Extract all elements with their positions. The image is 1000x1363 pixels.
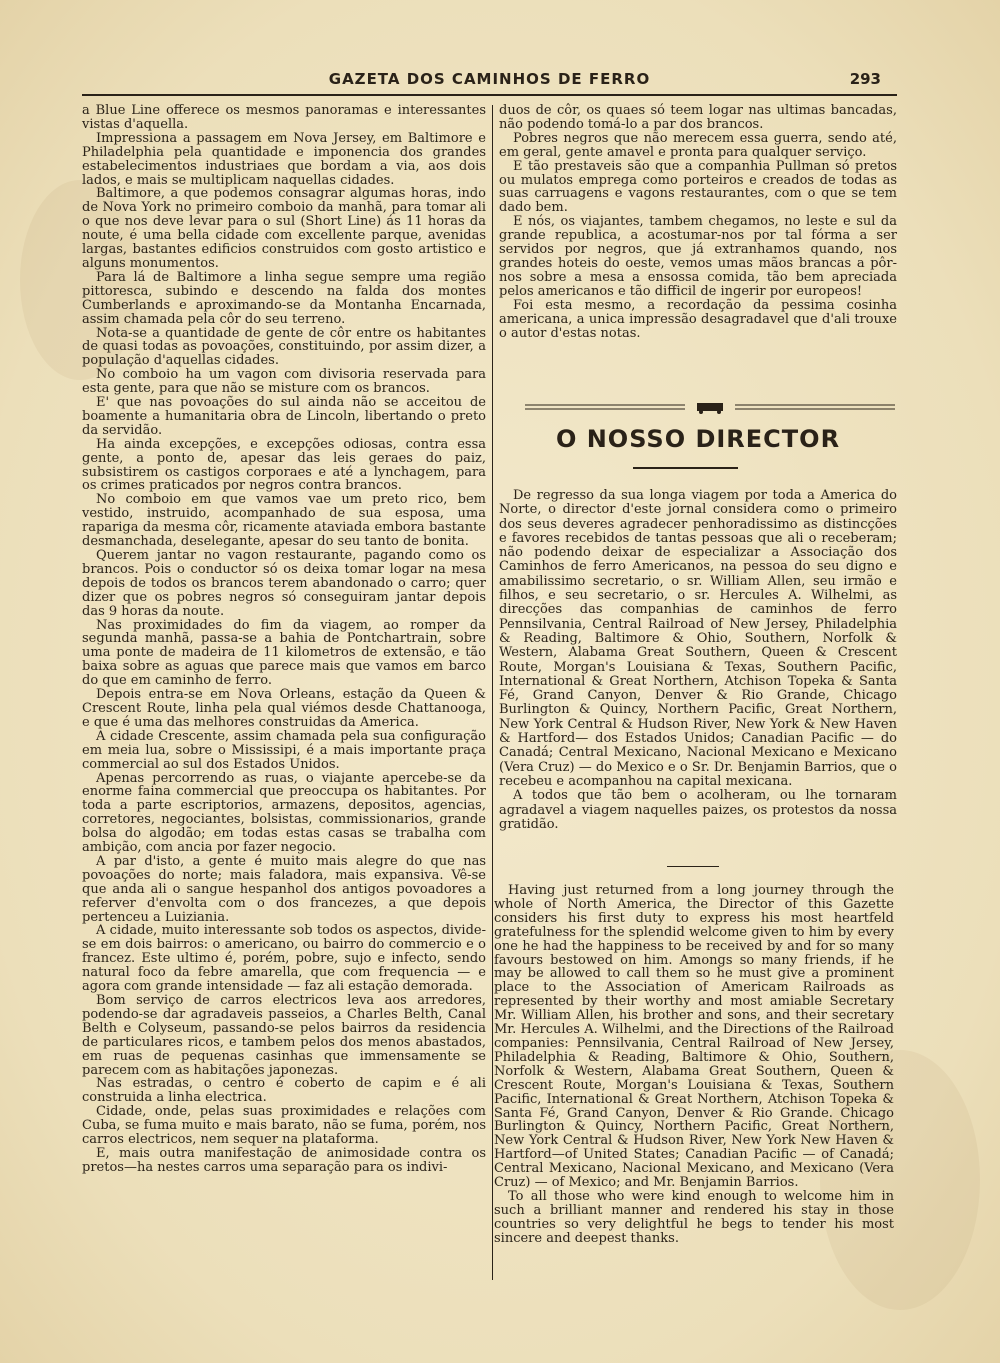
- article-headline: O NOSSO DIRECTOR: [555, 425, 841, 453]
- right-column-continuation: [499, 104, 897, 340]
- paragraph: E tão prestaveis são que a companhia Pullman só pretos ou mulatos emprega como porteiros e creados de todas as suas carruagens e vagons restaurantes, com o que se tem dado bem.: [499, 158, 897, 216]
- paragraph: Para lá de Baltimore a linha segue sempre uma região pittoresca, subindo e descendo na falda dos montes Cumberlands e aproximando-se da Montanha Encarnada, assim chamada pela côr do seu terreno.: [82, 269, 486, 327]
- paragraph: De regresso da sua longa viagem por toda a America do Norte, o director d'este jornal considera como o primeiro dos seus deveres agradecer penhoradissimo as distincções e favores recebidos de tantas pessoas que ali o receberam; não podendo deixar de especializar a Associação dos Caminhos de ferro Americanos, na pessoa do seu digno e amabilissimo secretario, o sr. William Allen, seu irmão e filhos, e seu secretario, o sr. Hercules A. Wilhelmi, as direcções das companhias de caminhos de ferro Pennsilvania, Central Railroad of New Jersey, Philadelphia & Reading, Baltimore & Ohio, Southern, Norfolk & Western, Alabama Great Southern, Queen & Crescent Route, Morgan's Louisiana & Texas, Southern Pacific, International & Great Northern, Atchison Topeka & Santa Fé, Grand Canyon, Denver & Rio Grande, Chicago Burlington & Quincy, Northern Pacific, Great Northern, New York Central & Hudson River, New York & New Haven & Hartford— dos Estados Unidos; Canadian Pacific — do Canadá; Central Mexicano, Nacional Mexicano e Mexicano (Vera Cruz) — do Mexico e o Sr. Dr. Benjamin Barrios, que o recebeu e acompanhou na capital mexicana.: [499, 488, 897, 789]
- header-rule: [82, 94, 897, 96]
- paragraph: E, mais outra manifestação de animosidade contra os pretos—ha nestes carros uma separação para os indivi-: [82, 1145, 486, 1175]
- paragraph: a Blue Line offerece os mesmos panoramas e interessantes vistas d'aquella.: [82, 103, 486, 132]
- paragraph: Pobres negros que não merecem essa guerra, sendo até, em geral, gente amavel e pronta para qualquer serviço.: [499, 130, 897, 160]
- paragraph: duos de côr, os quaes só teem logar nas ultimas bancadas, não podendo tomá-lo a par dos brancos.: [499, 103, 897, 132]
- paragraph: E nós, os viajantes, tambem chegamos, no leste e sul da grande republica, a acostumar-nos por tal fórma a ser servidos por negros, que já extranhamos quando, nos grandes hoteis do oeste, vemos umas mãos brancas a pôr-nos sobre a mesa a ensossa comida, tão bem apreciada pelos americanos e tão difficil de ingerir por europeos!: [499, 214, 897, 299]
- paragraph: Depois entra-se em Nova Orleans, estação da Queen & Crescent Route, linha pela qual viémos desde Chattanooga, e que é uma das melhores construidas da America.: [82, 687, 486, 730]
- paragraph: Apenas percorrendo as ruas, o viajante apercebe-se da enorme faina commercial que preoccupa os habitantes. Por toda a parte escriptorios, armazens, depositos, agencias, corretores, negociantes, bolsistas, commissionarios, grande bolsa do algodão; em todas estas casas se trabalha com ambição, com ancia por fazer negocio.: [82, 770, 486, 856]
- paragraph: To all those who were kind enough to welcome him in such a brilliant manner and rendered his stay in those countries so very delightful he begs to tender his most sincere and deepest thanks.: [494, 1188, 894, 1246]
- paragraph: No comboio ha um vagon com divisoria reservada para esta gente, para que não se misture com os brancos.: [82, 367, 486, 397]
- article-portuguese-text: [499, 489, 897, 832]
- paragraph: Impressiona a passagem em Nova Jersey, em Baltimore e Philadelphia pela quantidade e imponencia dos grandes estabelecimentos industriaes que bordam a via, aos dois lados, e mais se multiplicam naquellas cidades.: [82, 130, 486, 188]
- paragraph: Querem jantar no vagon restaurante, pagando como os brancos. Pois o conductor só os deixa tomar logar na mesa depois de todos os brancos terem abandonado o carro; quer dizer que os pobres negros só conseguiram jantar depois das 9 horas da noute.: [82, 548, 486, 619]
- article-english-text: [494, 884, 894, 1246]
- paragraph: E' que nas povoações do sul ainda não se acceitou de boamente a humanitaria obra de Lincoln, libertando o preto da servidão.: [82, 395, 486, 438]
- section-rule: [667, 866, 719, 867]
- column-divider: [492, 105, 493, 1280]
- page-number: 293: [849, 70, 881, 88]
- paragraph: A cidade Crescente, assim chamada pela sua configuração em meia lua, sobre o Mississipi, é a mais importante praça commercial ao sul dos Estados Unidos.: [82, 728, 486, 772]
- paragraph: Foi esta mesmo, a recordação da pessima cosinha americana, a unica impressão desagradavel que d'ali trouxe o autor d'estas notas.: [499, 297, 897, 341]
- paragraph: Having just returned from a long journey through the whole of North America, the Director of this Gazette considers his first duty to express his most heartfeld gratefulness for the splendid welcome given to him by every one he had the happiness to be received by and for so many favours bestowed on him. Amongs so many friends, if he may be allowed to call them so he must give a prominent place to the Association of Americam Railroads as represented by their worthy and most amiable Secretary Mr. William Allen, his brother and sons, and their secretary Mr. Hercules A. Wilhelmi, and the Directions of the Railroad companies: Pennsilvania, Central Railroad of New Jersey, Philadelphia & Reading, Baltimore & Ohio, Southern, Norfolk & Western, Alabama Great Southern, Queen & Crescent Route, Morgan's Louisiana & Texas, Southern Pacific, International & Great Northern, Atchison Topeka & Santa Fé, Grand Canyon, Denver & Rio Grande. Chicago Burlington & Quincy, Northern Pacific, Great Northern, New York Central & Hudson River, New York New Haven & Hartford—of United States; Canadian Pacific — of Canadá; Central Mexicano, Nacional Mexicano, and Mexicano (Vera Cruz) — of Mexico; and Mr. Benjamin Barrios.: [494, 883, 894, 1191]
- paragraph: Baltimore, a que podemos consagrar algumas horas, indo de Nova York no primeiro comboio da manhã, para tomar ali o que nos deve levar para o sul (Short Line) ás 11 horas da noute, é uma bella cidade com excellente parque, avenidas largas, bastantes edificios construidos com gosto artistico e alguns monumentos.: [82, 186, 486, 271]
- paragraph: Nas proximidades do fim da viagem, ao romper da segunda manhã, passa-se a bahia de Pontchartrain, sobre uma ponte de madeira de 11 kilometros de extensão, e tão baixa sobre as aguas que parece mais que vamos em barco do que em caminho de ferro.: [82, 617, 486, 689]
- paragraph: Cidade, onde, pelas suas proximidades e relações com Cuba, se fuma muito e mais barato, não se fuma, porém, nos carros electricos, nem sequer na plataforma.: [82, 1104, 486, 1148]
- paragraph: A par d'isto, a gente é muito mais alegre do que nas povoações do norte; mais faladora, mais expansiva. Vê-se que anda ali o sangue hespanhol dos antigos povoadores a referver d'envolta com o dos francezes, a que depois pertenceu a Luiziania.: [82, 853, 486, 925]
- paragraph: A todos que tão bem o acolheram, ou lhe tornaram agradavel a viagem naquelles paizes, os protestos da nossa gratidão.: [499, 788, 897, 832]
- paragraph: Nota-se a quantidade de gente de côr entre os habitantes de quasi todas as povoações, constituindo, por assim dizer, a população d'aquellas cidades.: [82, 325, 486, 369]
- paragraph: A cidade, muito interessante sob todos os aspectos, divide-se em dois bairros: o americano, ou bairro do commercio e o francez. Este ultimo é, porém, pobre, sujo e infecto, sendo natural foco da febre amarella, que com frequencia — e agora com grande intensidade — faz ali estação demorada.: [82, 923, 486, 995]
- headline-rule: [633, 467, 738, 469]
- ornamental-divider: [525, 400, 895, 414]
- paragraph: Ha ainda excepções, e excepções odiosas, contra essa gente, a ponto de, apesar das leis geraes do paiz, subsistirem os castigos corporaes e até a lynchagem, para os crimes praticados por negros contra brancos.: [82, 436, 486, 494]
- page-header: [82, 70, 897, 94]
- paragraph: Nas estradas, o centro é coberto de capim e é ali construida a linha electrica.: [82, 1076, 486, 1106]
- left-column: [82, 104, 486, 1175]
- paragraph: No comboio em que vamos vae um preto rico, bem vestido, instruido, acompanhado de sua esposa, uma rapariga da mesma côr, ricamente ataviada embora bastante desmanchada, deselegante, apesar do seu tanto de bonita.: [82, 492, 486, 550]
- paragraph: Bom serviço de carros electricos leva aos arredores, podendo-se dar agradaveis passeios, a Charles Belth, Canal Belth e Colyseum, passando-se pelos bairros da residencia de particulares ricos, e tambem pelos dos menos abastados, em ruas de pequenas casinhas que immensamente se parecem com as habitações japonezas.: [82, 993, 486, 1078]
- journal-title: GAZETA DOS CAMINHOS DE FERRO: [328, 70, 651, 88]
